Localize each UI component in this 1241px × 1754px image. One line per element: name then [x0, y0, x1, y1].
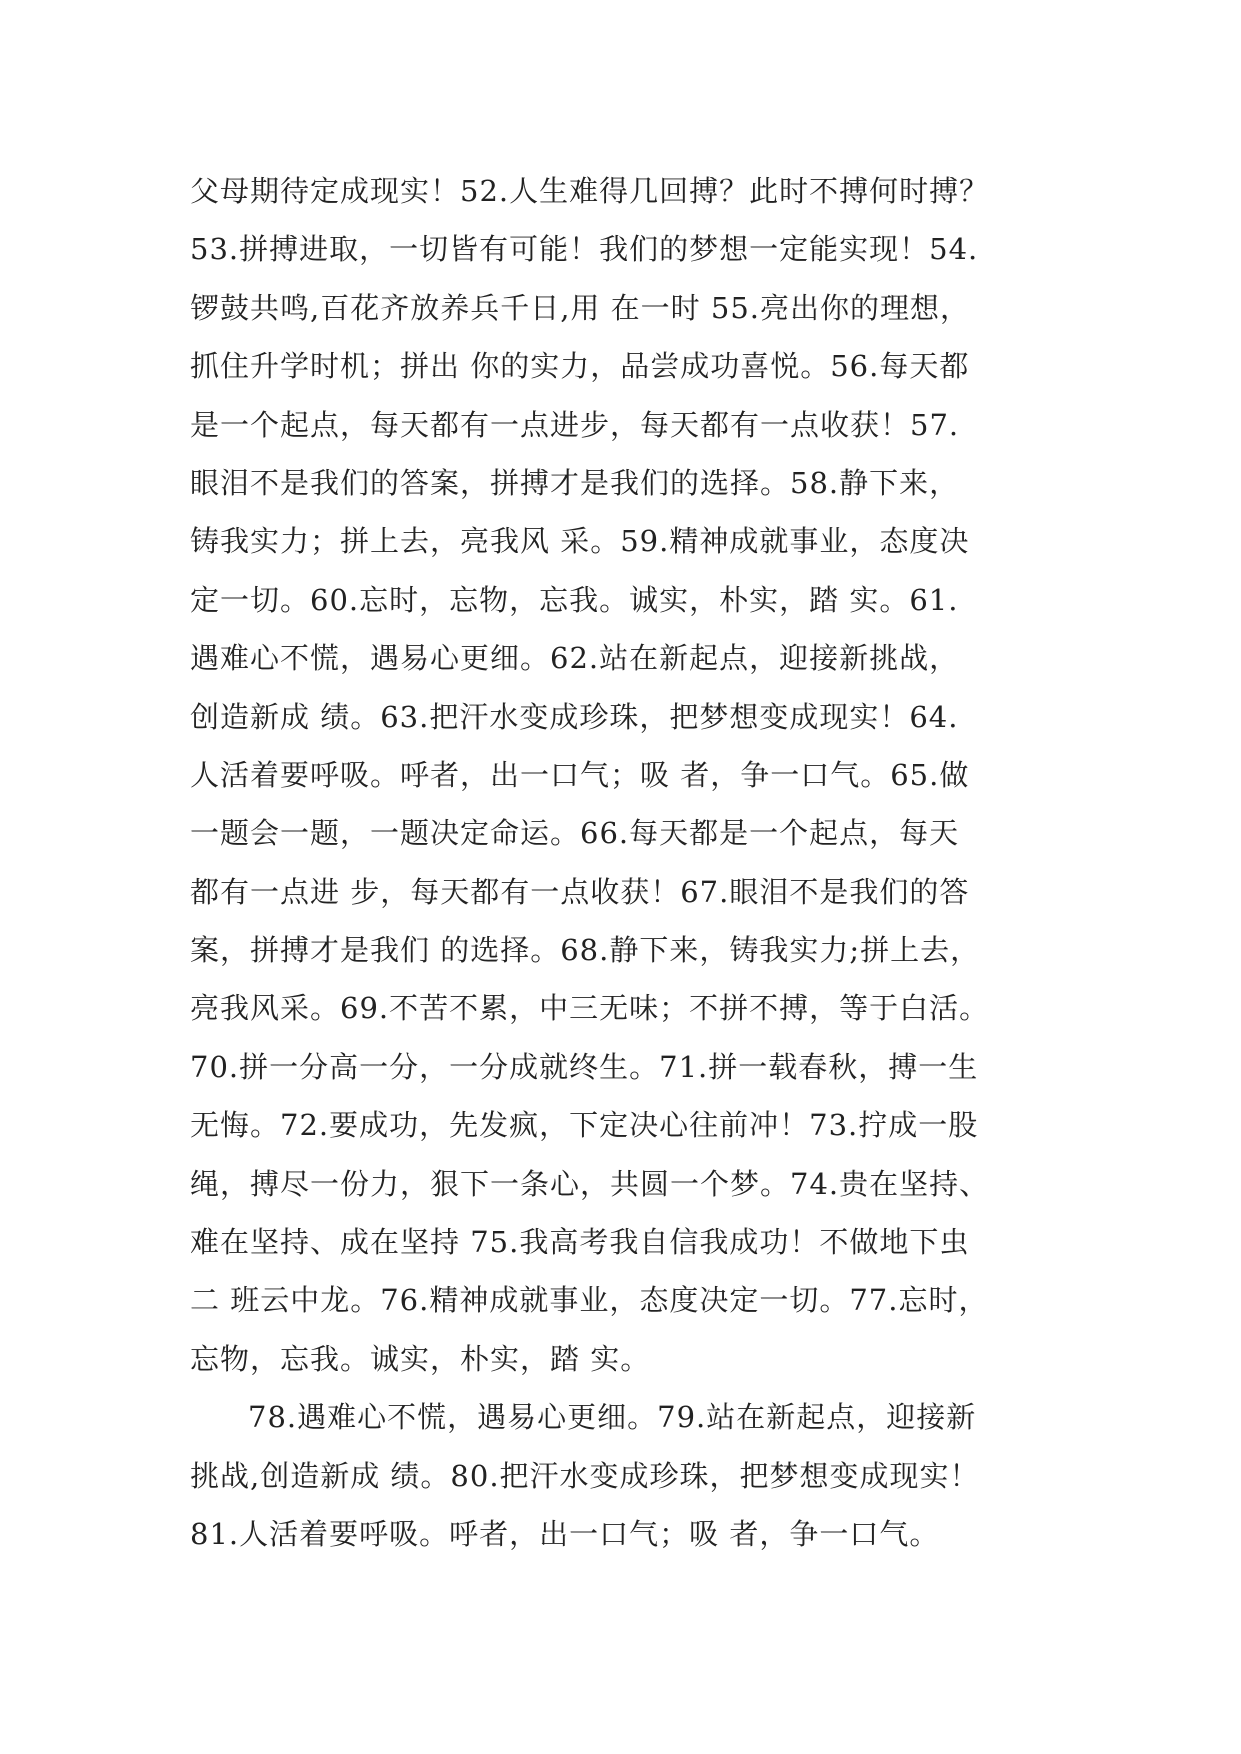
text-line: 难在坚持、成在坚持 75.我高考我自信我成功！不做地下虫 — [190, 1225, 970, 1260]
text-line: 53.拼搏进取，一切皆有可能！我们的梦想一定能实现！54. — [190, 232, 979, 267]
text-line: 挑战,创造新成 绩。80.把汗水变成珍珠，把梦想变成现实！ — [190, 1458, 980, 1493]
text-line: 铸我实力；拼上去，亮我风 采。59.精神成就事业，态度决 — [190, 524, 970, 559]
text-line: 亮我风采。69.不苦不累，中三无味；不拼不搏，等于白活。 — [190, 991, 990, 1026]
text-line: 创造新成 绩。63.把汗水变成珍珠，把梦想变成现实！64. — [190, 699, 959, 734]
text-line: 父母期待定成现实！52.人生难得几回搏？此时不搏何时搏？ — [190, 174, 990, 208]
text-line: 绳，搏尽一份力，狠下一条心，共圆一个梦。74.贵在坚持、 — [190, 1166, 990, 1201]
text-line: 抓住升学时机；拼出 你的实力，品尝成功喜悦。56.每天都 — [190, 349, 970, 384]
text-line: 遇难心不慌，遇易心更细。62.站在新起点，迎接新挑战， — [190, 641, 960, 676]
text-line: 眼泪不是我们的答案，拼搏才是我们的选择。58.静下来， — [190, 465, 960, 500]
text-line: 无悔。72.要成功，先发疯，下定决心往前冲！73.拧成一股 — [190, 1108, 979, 1143]
text-line: 忘物，忘我。诚实，朴实，踏 实。 — [190, 1341, 651, 1376]
text-line: 锣鼓共鸣,百花齐放养兵千日,用 在一时 55.亮出你的理想， — [190, 290, 970, 325]
text-line: 二 班云中龙。76.精神成就事业，态度决定一切。77.忘时， — [190, 1283, 989, 1318]
text-line: 一题会一题，一题决定命运。66.每天都是一个起点，每天 — [190, 816, 960, 851]
paragraph-start-line: 78.遇难心不慌，遇易心更细。79.站在新起点，迎接新 — [248, 1400, 977, 1435]
text-line: 人活着要呼吸。呼者，出一口气；吸 者，争一口气。65.做 — [190, 757, 970, 792]
text-line: 定一切。60.忘时，忘物，忘我。诚实，朴实，踏 实。61. — [190, 582, 959, 617]
text-line: 是一个起点，每天都有一点进步，每天都有一点收获！57. — [190, 407, 960, 442]
body-text — [190, 162, 1070, 1563]
text-line: 都有一点进 步，每天都有一点收获！67.眼泪不是我们的答 — [190, 874, 970, 909]
text-line: 案，拼搏才是我们 的选择。68.静下来，铸我实力;拼上去， — [190, 933, 981, 968]
text-line: 70.拼一分高一分，一分成就终生。71.拼一载春秋，搏一生 — [190, 1049, 979, 1084]
text-line: 81.人活着要呼吸。呼者，出一口气；吸 者，争一口气。 — [190, 1516, 940, 1551]
